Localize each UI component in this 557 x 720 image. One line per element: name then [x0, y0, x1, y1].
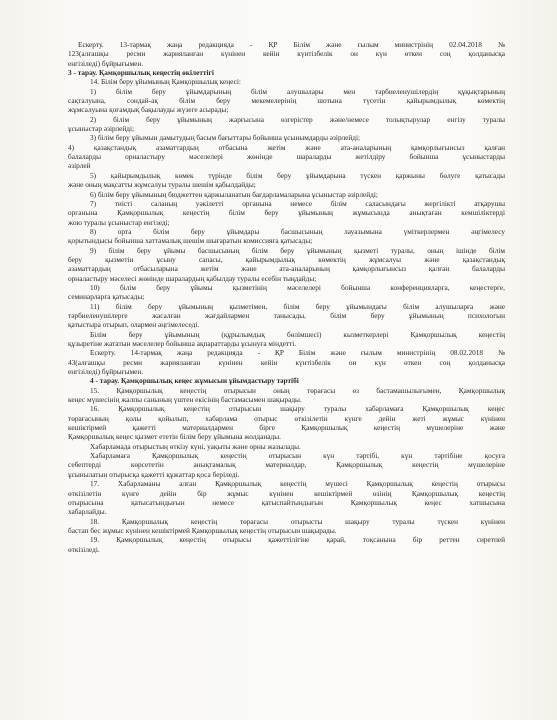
text-line: Ескерту. 13-тармақ жаңа редакцияда - ҚР Білім және ғылым министрінің 02.04.2018 №: [78, 40, 505, 49]
text-line: қорытындысы бойынша хаттамалық шешім шығаратын комиссияға қатысады;: [68, 236, 313, 246]
text-line: өткізілетін күнге дейін бір жұмыс күнінен кешіктірмей өзінің Қамқоршылық кеңестің: [68, 488, 505, 498]
text-line: 11) білім беру ұйымының қызметімен, білім беру ұйымындағы білім алушыларға және: [90, 301, 505, 311]
text-line: кеңес мүшесінің жалпы санының үштен екісінің бастамасымен шақырады.: [68, 395, 302, 405]
text-line: Хабарламаға Қамқоршылық кеңестің отырысын күн тәртібі, күн тәртібіне қосуға: [90, 451, 505, 461]
text-line: Ескерту. 14-тармақ жаңа редакцияда - ҚР Білім және ғылым министрінің 08.02.2018 №: [90, 348, 505, 358]
text-line: құзыретіне жататын мәселелер бойынша ақпараттарды ұсынуға міндетті.: [68, 339, 297, 348]
text-line: азаматтардың отбасыларына жетім және ата-аналарының қамқорлығынсыз қалған балаларды: [68, 264, 505, 274]
text-line: енгізіледі) бұйрығымен.: [68, 58, 144, 68]
text-line: 19. Қамқоршылық кеңестің отырысы қажеттілігіне қарай, тоқсанына бір реттен сиретпей: [90, 535, 505, 545]
text-line: органына Қамқоршылық кеңестің білім беру ұйымының жұмысында анықтаған кемшіліктерді: [68, 208, 505, 218]
text-line: Білім беру ұйымының (құрылымдық бөлімшесі) кызметкерлері Қамқоршылық кеңестің: [90, 329, 505, 339]
text-line: қатыстыра отырып, олармен әңгімелеседі.: [68, 320, 200, 330]
text-line: 8) орта білім беру ұйымдары басшысының лауазымына үміткерлермен әңгімелесу: [90, 226, 505, 236]
text-line: 3) білім беру ұйымын дамытудың басым бағыттары бойынша ұсынымдарды әзірлейді;: [90, 133, 361, 143]
document-body: [68, 40, 505, 554]
text-line: тәрбиеленушілерге жасалған жағдайлармен танысады, білім беру ұйымының психологын: [68, 310, 505, 320]
text-line: ұсыныстар әзірлейді;: [68, 124, 135, 134]
text-line: енгізіледі) бұйрығымен.: [68, 367, 144, 377]
section-heading: 3 - тарау. Қамқоршылық кеңестің өкілеттігі: [68, 68, 214, 78]
text-line: өткізіледі.: [68, 544, 100, 554]
text-line: Қамқоршылық кеңес қызмет ететін білім беру ұйымына жолданады.: [68, 432, 281, 442]
text-line: 123(алғашқы ресми жарияланған күнінен кейін күнтізбелік он күн өткен соң қолданысқа: [68, 49, 505, 59]
text-line: кешіктірмей қажетті материалдармен бірге Қамқоршылық кеңестің мүшелеріне және: [68, 423, 505, 433]
text-line: 9) білім беру ұйымы басшысының білім беру ұйымының қызметі туралы, оның ішінде білім: [90, 245, 505, 255]
text-line: семинарларға қатысады;: [68, 292, 145, 302]
text-line: ұсынылатын отырысқа қажетті құжаттар қоса беріледі.: [68, 469, 240, 479]
text-line: 1) білім беру ұйымдарының білім алушылары мен тәрбиеленушілердің құқықтарының: [90, 86, 505, 96]
text-line: әзірлей: [68, 161, 91, 171]
text-line: 18. Қамқоршылық кеңестің төрағасы отырысты шақыру туралы түскен күнінен: [90, 516, 505, 526]
text-line: жою туралы ұсыныстар енгізеді;: [68, 217, 170, 227]
text-line: орналастыру мәселесі жөнінде шаралардың қабылдау туралы есебін тыңдайды;: [68, 273, 317, 283]
text-line: жұмсалуына қоғамдық бақылауды жүзеге асырады;: [68, 105, 229, 115]
text-line: сақталуына, сондай-ақ білім беру мекемелерінің шотына түсетін қайырымдылық көмектің: [68, 96, 505, 106]
text-line: отырысына қатысатындығын немесе қатыспайтындығын Қамқоршылық кеңес хатшысына: [68, 497, 505, 507]
text-line: беру қызметін ұсыну сапасы, қайырымдылық көмектің жұмсалуы және қазақстандық: [68, 254, 505, 264]
text-line: 7) тиісті саланың уәкілетті органына немесе білім саласындағы жергілікті атқарушы: [90, 198, 505, 208]
section-heading: 4 - тарау. Қамқоршылық кеңес жұмысын ұйымдастыру тәртібі: [90, 376, 299, 386]
text-line: 6) білім беру ұйымының бюджеттен қаржыланатын бағдарламаларына ұсыныстар әзірлейді;: [90, 189, 378, 199]
text-line: себептерді көрсететін анықтамалық материалдар, Қамқоршылық кеңестің мүшелеріне: [68, 460, 505, 470]
text-line: Хабарламада отырыстың өткізу күні, уақыты және орны жазылады.: [90, 441, 301, 451]
text-line: 17. Хабарламаны алған Қамқоршылық кеңестің мүшесі Қамқоршылық кеңестің отырысы: [90, 479, 505, 489]
text-line: 14. Білім беру ұйымының Қамқоршылық кеңесі:: [90, 77, 241, 87]
text-line: 2) білім беру ұйымының жарғысына өзгерістер және/немесе толықтырулар енгізу туралы: [90, 114, 505, 124]
text-line: балаларды орналастыру мәселелері жөнінде шараларды жетілдіру бойынша ұсыныстарды: [68, 152, 505, 162]
text-line: 43(алғашқы ресми жарияланған күнінен кейін күнтізбелік он күн өткен соң қолданысқа: [68, 357, 505, 367]
text-line: бастап бес жұмыс күнінен кешіктірмей Қамқоршылық кеңестің отырысын шақырады.: [68, 525, 337, 535]
text-line: 10) білім беру ұйымы қызметінің мәселелері бойынша конференцияларға, кеңестерге,: [90, 282, 505, 292]
text-line: 16. Қамқоршылық кеңестің отырысын шақыру туралы хабарламаға Қамқоршылық кеңес: [90, 404, 505, 414]
text-line: және оның мақсатты жұмсалуы туралы шешім қабылдайды;: [68, 180, 256, 190]
text-line: 5) қайырымдылық көмек түрінде білім беру ұйымдарына түскен қаржыны бөлуге қатысады: [90, 170, 505, 180]
text-line: хабарлайды.: [68, 507, 107, 517]
text-line: төрағасының қолы қойылып, хабарлама отырыс өткізілетін күнге дейін жеті жұмыс күнінен: [68, 413, 505, 423]
text-line: 15. Қамқоршылық кеңестің отырысын оның төрағасы өз бастамашылығымен, Қамқоршылық: [90, 385, 505, 395]
text-line: 4) қазақстандық азаматтардың отбасына жетім және ата-аналарының қамқорлығынсыз қалған: [68, 142, 505, 152]
